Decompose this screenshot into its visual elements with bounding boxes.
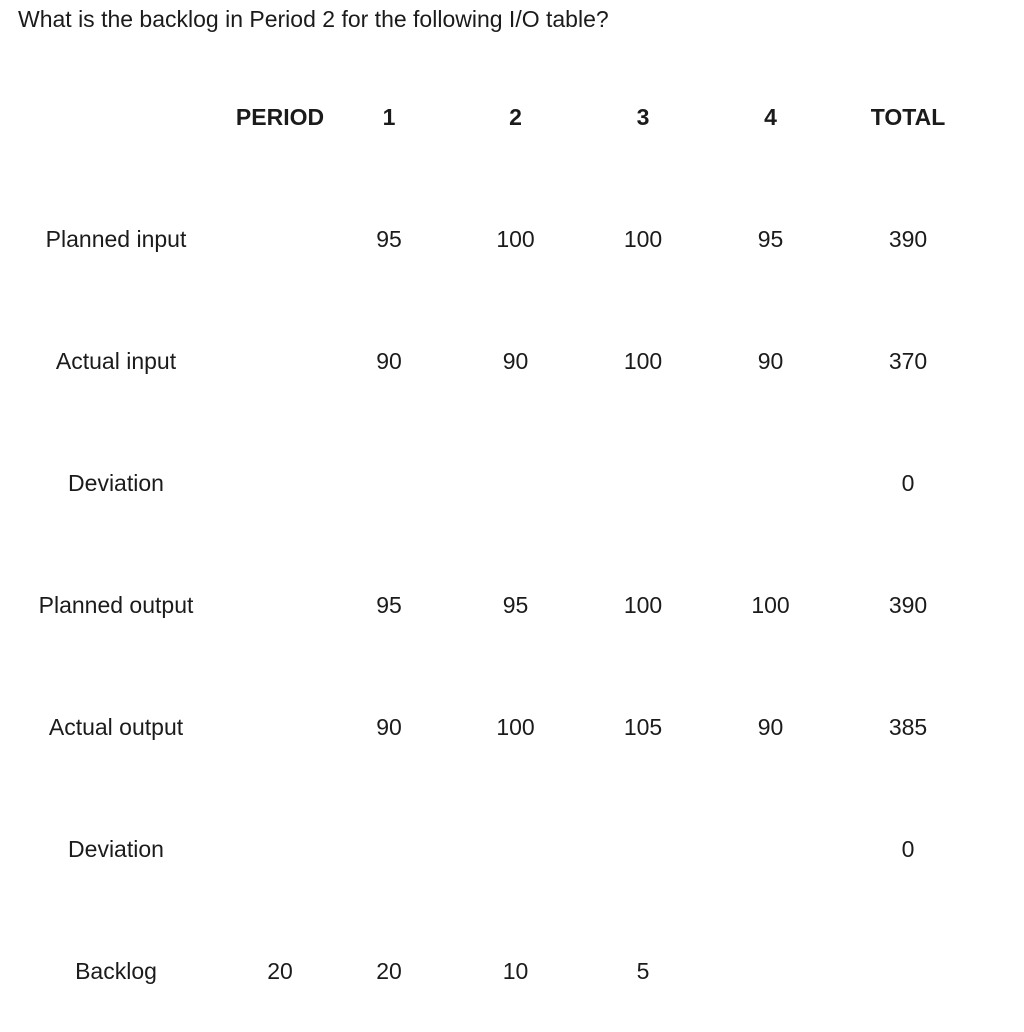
cell-period [232,178,328,300]
cell-period-4: 90 [757,713,784,740]
cell-period [232,788,328,910]
cell-period-3: 5 [636,957,650,984]
cell-total: 385 [888,713,928,740]
row-actual-output [0,666,980,788]
cell-period-4 [705,910,836,1032]
cell-total: 0 [901,469,915,496]
row-label: Deviation [68,469,164,496]
cell-period-2: 90 [502,347,529,374]
header-blank [0,56,232,178]
header-period-2: 2 [509,103,522,130]
row-planned-input [0,178,980,300]
cell-period-1: 90 [376,347,402,374]
cell-period-4 [705,422,836,544]
cell-period-2: 10 [502,957,529,984]
cell-period [232,300,328,422]
cell-period-4: 100 [751,591,790,618]
cell-period [232,544,328,666]
header-total: TOTAL [870,103,946,130]
cell-period-1 [328,422,450,544]
row-label: Actual output [48,713,184,740]
question-text: What is the backlog in Period 2 for the following I/O table? [18,6,609,32]
cell-period-2 [450,788,581,910]
cell-period-2: 100 [496,713,535,740]
row-label: Planned input [45,225,187,252]
cell-period-1: 95 [376,591,402,618]
cell-period-3: 100 [623,591,663,618]
cell-period-1 [328,788,450,910]
cell-period-3 [581,422,705,544]
cell-period-2: 100 [496,225,535,252]
cell-period-1: 20 [376,957,402,984]
cell-period: 20 [267,957,293,984]
cell-total: 0 [901,835,915,862]
cell-period-2 [450,422,581,544]
row-output-deviation [0,788,980,910]
cell-total [836,910,980,1032]
row-label: Deviation [68,835,164,862]
cell-period-3: 100 [623,347,663,374]
header-period: PERIOD [235,103,325,130]
row-label: Planned output [38,591,194,618]
header-period-1: 1 [382,103,396,130]
cell-total: 370 [888,347,928,374]
cell-period-3: 100 [623,225,663,252]
header-period-3: 3 [636,103,650,130]
cell-total: 390 [888,225,928,252]
header-row [0,56,980,178]
cell-period-2: 95 [502,591,529,618]
cell-period-4: 95 [757,225,784,252]
row-planned-output [0,544,980,666]
cell-period-3: 105 [623,713,663,740]
cell-period-4: 90 [757,347,784,374]
cell-period-4 [705,788,836,910]
row-label: Backlog [75,957,157,984]
cell-period-3 [581,788,705,910]
row-input-deviation [0,422,980,544]
io-table [0,56,980,1032]
cell-period-1: 90 [376,713,402,740]
row-label: Actual input [55,347,177,374]
row-backlog [0,910,980,1032]
cell-period [232,422,328,544]
cell-period-1: 95 [376,225,402,252]
cell-total: 390 [888,591,928,618]
header-period-4: 4 [764,103,777,130]
cell-period [232,666,328,788]
row-actual-input [0,300,980,422]
